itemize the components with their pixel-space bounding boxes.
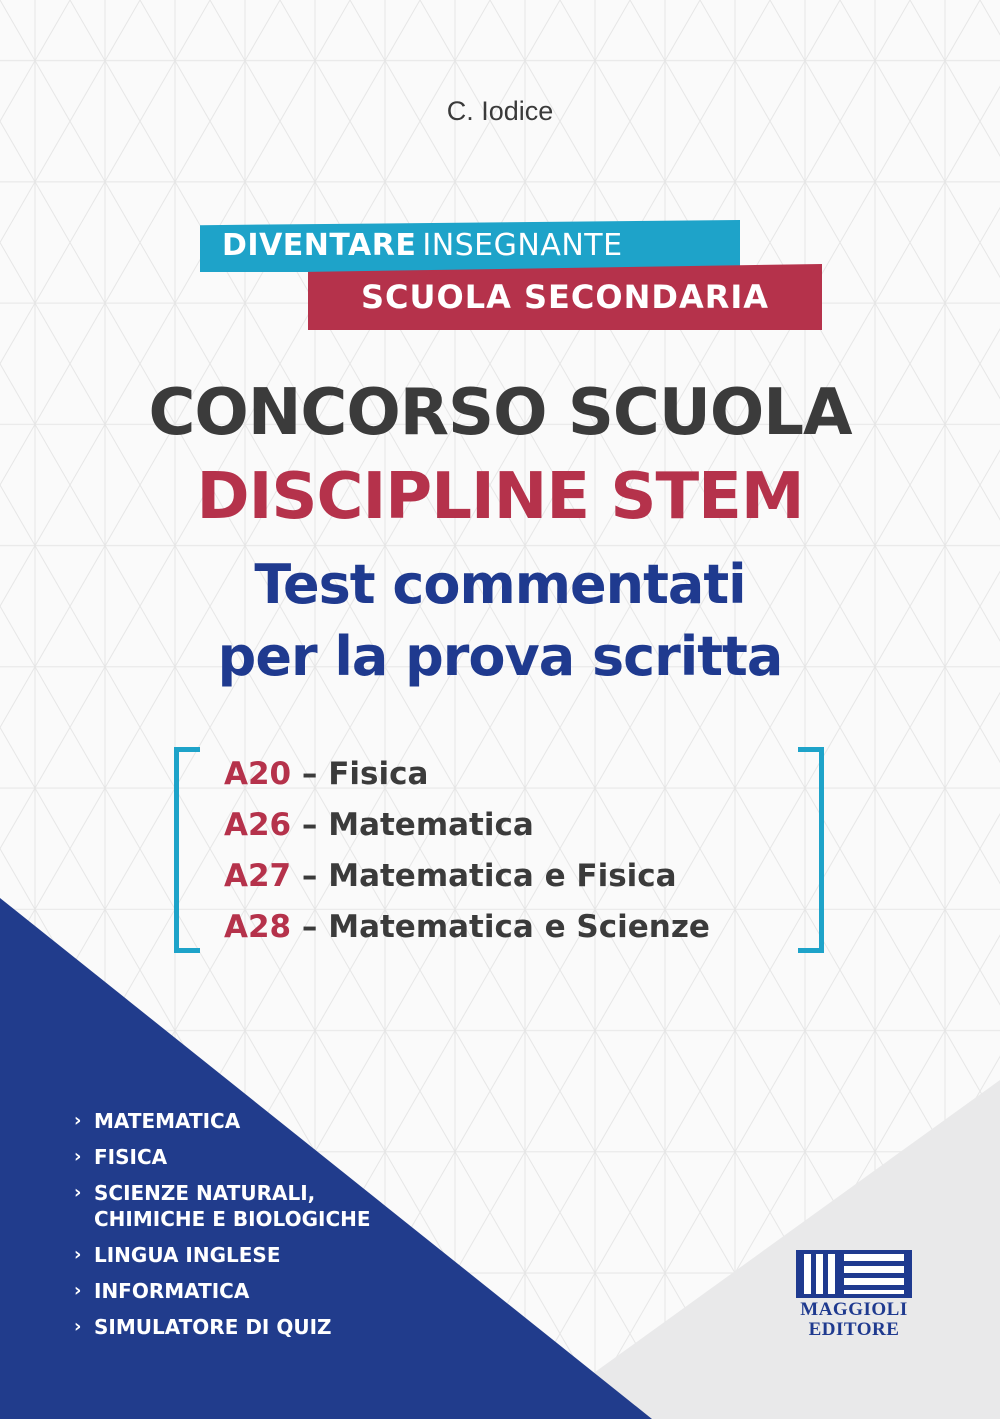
topic-label: LINGUA INGLESE bbox=[94, 1243, 281, 1267]
maggioli-logo-icon bbox=[796, 1250, 912, 1298]
chevron-right-icon: › bbox=[74, 1280, 82, 1301]
subtitle-line-1: Test commentati bbox=[254, 553, 746, 616]
chevron-right-icon: › bbox=[74, 1146, 82, 1167]
topic-item bbox=[74, 1278, 371, 1304]
topic-label: MATEMATICA bbox=[94, 1109, 241, 1133]
topic-item bbox=[74, 1314, 371, 1340]
topic-label: FISICA bbox=[94, 1145, 168, 1169]
publisher-editore: EDITORE bbox=[808, 1319, 900, 1340]
chevron-right-icon: › bbox=[74, 1316, 82, 1337]
topic-label-continued: CHIMICHE E BIOLOGICHE bbox=[94, 1207, 371, 1231]
topic-item bbox=[74, 1144, 371, 1170]
class-code: A28 bbox=[224, 909, 292, 945]
topics-list bbox=[74, 1108, 371, 1350]
class-subject: – Matematica bbox=[291, 807, 534, 843]
class-subject: – Matematica e Scienze bbox=[291, 909, 710, 945]
series-light-text: INSEGNANTE bbox=[422, 228, 623, 263]
class-subject: – Fisica bbox=[291, 756, 429, 792]
class-subject: – Matematica e Fisica bbox=[291, 858, 677, 894]
class-code: A27 bbox=[224, 858, 292, 894]
topic-label: INFORMATICA bbox=[94, 1279, 250, 1303]
school-level-text: SCUOLA SECONDARIA bbox=[360, 278, 770, 316]
class-code: A26 bbox=[224, 807, 292, 843]
series-bold-text: DIVENTARE bbox=[222, 228, 417, 263]
topic-label: SCIENZE NATURALI, bbox=[94, 1181, 316, 1205]
title-line-2: DISCIPLINE STEM bbox=[196, 460, 804, 534]
topic-item bbox=[74, 1242, 371, 1268]
chevron-right-icon: › bbox=[74, 1182, 82, 1203]
chevron-right-icon: › bbox=[74, 1110, 82, 1131]
topic-item bbox=[74, 1180, 371, 1232]
title-line-1: CONCORSO SCUOLA bbox=[148, 376, 852, 450]
topic-item bbox=[74, 1108, 371, 1134]
class-code: A20 bbox=[224, 756, 292, 792]
chevron-right-icon: › bbox=[74, 1244, 82, 1265]
author-name: C. Iodice bbox=[446, 96, 554, 126]
publisher-name: MAGGIOLI bbox=[800, 1299, 908, 1320]
subtitle-line-2: per la prova scritta bbox=[217, 625, 783, 688]
topic-label: SIMULATORE DI QUIZ bbox=[94, 1315, 332, 1339]
